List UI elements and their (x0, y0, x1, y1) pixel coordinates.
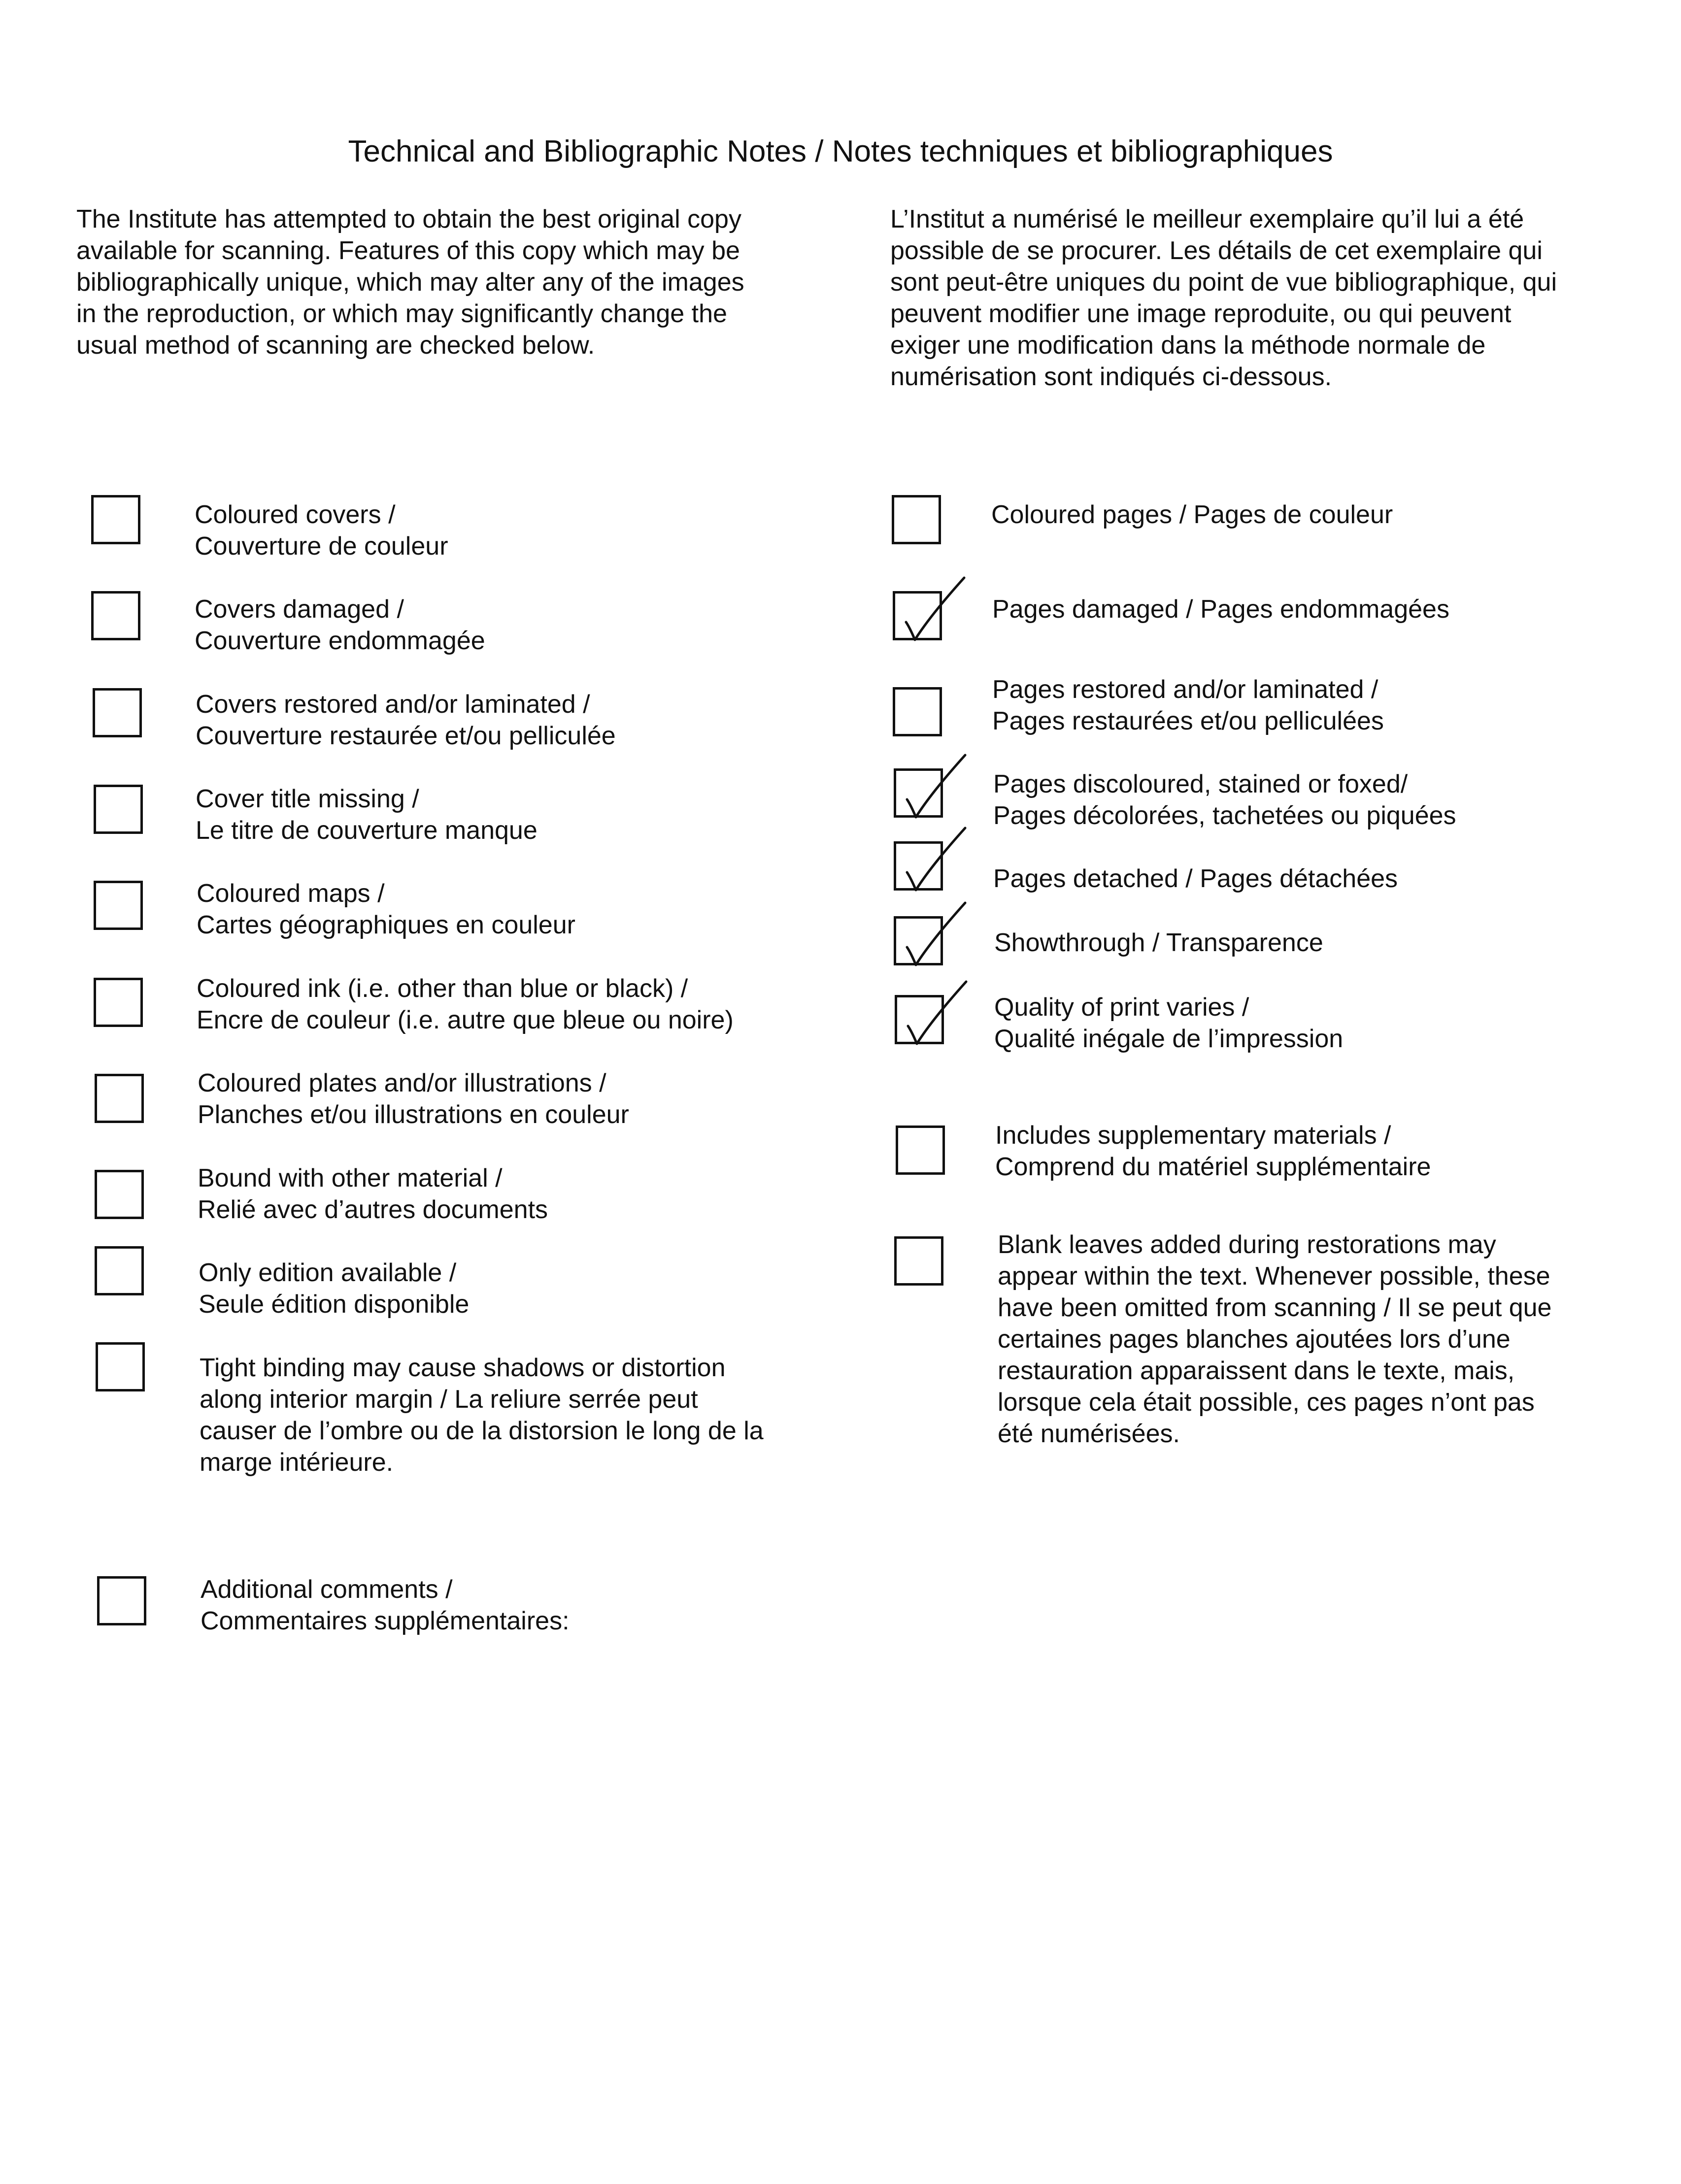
label-line: Only edition available / (199, 1258, 457, 1287)
label-line: Covers damaged / (195, 595, 404, 624)
checkbox[interactable] (892, 495, 941, 544)
intro-line: L’Institut a numérisé le meilleur exemplaire qu’il lui a été (890, 205, 1524, 233)
checkbox[interactable] (95, 1170, 144, 1219)
label-line: Coloured covers / (195, 500, 396, 529)
checkmark-icon (897, 981, 981, 1055)
label-line: Cover title missing / (196, 785, 419, 813)
checklist-label (994, 927, 1323, 959)
checklist-label (198, 1067, 629, 1130)
checklist-label (993, 863, 1398, 894)
label-line: Comprend du matériel supplémentaire (995, 1153, 1431, 1181)
intro-line: peuvent modifier une image reproduite, ou qui peuvent (890, 299, 1512, 328)
label-line: Pages restored and/or laminated / (992, 675, 1378, 704)
label-line: along interior margin / La reliure serrée peut (200, 1385, 698, 1414)
checkbox[interactable] (94, 881, 143, 930)
label-line: appear within the text. Whenever possible, these (998, 1262, 1550, 1291)
label-line: lorsque cela était possible, ces pages n’ont pas (998, 1388, 1535, 1417)
checkbox[interactable] (896, 1125, 945, 1175)
checklist-label (994, 992, 1343, 1055)
checklist-label (992, 594, 1449, 625)
label-line: restauration apparaissent dans le texte, mais, (998, 1357, 1515, 1385)
label-line: certaines pages blanches ajoutées lors d’une (998, 1325, 1511, 1354)
label-line: Couverture endommagée (195, 627, 485, 655)
checklist-label (196, 689, 616, 752)
label-line: Additional comments / (201, 1575, 453, 1604)
checklist-label (998, 1229, 1551, 1450)
label-line: Blank leaves added during restorations may (998, 1230, 1496, 1259)
label-line: été numérisées. (998, 1420, 1180, 1448)
checkbox[interactable] (95, 1074, 144, 1123)
intro-line: exiger une modification dans la méthode normale de (890, 331, 1486, 360)
checkbox[interactable] (894, 1236, 943, 1286)
checklist-label (993, 768, 1456, 831)
intro-english (76, 203, 744, 361)
label-line: Coloured ink (i.e. other than blue or black) / (197, 974, 688, 1003)
intro-french (890, 203, 1557, 393)
checked-checkbox[interactable] (894, 916, 943, 965)
checklist-label (198, 1162, 548, 1225)
checklist-label (195, 594, 485, 657)
label-line: Coloured plates and/or illustrations / (198, 1069, 606, 1097)
label-line: Coloured pages / Pages de couleur (991, 500, 1393, 529)
intro-line: usual method of scanning are checked below. (76, 331, 595, 360)
label-line: Showthrough / Transparence (994, 928, 1323, 957)
intro-line: possible de se procurer. Les détails de cet exemplaire qui (890, 236, 1543, 265)
label-line: Pages restaurées et/ou pelliculées (992, 707, 1384, 735)
checked-checkbox[interactable] (893, 591, 942, 640)
checklist-label (199, 1257, 469, 1320)
label-line: Couverture restaurée et/ou pelliculée (196, 722, 616, 750)
checked-checkbox[interactable] (895, 995, 944, 1044)
label-line: Cartes géographiques en couleur (197, 911, 575, 939)
intro-line: available for scanning. Features of this copy which may be (76, 236, 740, 265)
label-line: Includes supplementary materials / (995, 1121, 1391, 1150)
checklist-label (201, 1574, 570, 1637)
checklist-label (197, 973, 734, 1036)
checkmark-icon (896, 902, 980, 976)
label-line: Le titre de couverture manque (196, 816, 538, 845)
label-line: Tight binding may cause shadows or distortion (200, 1354, 726, 1382)
checklist-label (995, 1120, 1431, 1183)
checkbox[interactable] (95, 1246, 144, 1295)
checkbox[interactable] (94, 978, 143, 1027)
checkbox[interactable] (96, 1342, 145, 1391)
intro-line: numérisation sont indiqués ci-dessous. (890, 363, 1332, 391)
checkmark-icon (896, 827, 980, 901)
intro-line: The Institute has attempted to obtain the best original copy (76, 205, 741, 233)
checklist-label (195, 499, 448, 562)
label-line: Couverture de couleur (195, 532, 448, 561)
checkbox[interactable] (97, 1576, 146, 1625)
label-line: Seule édition disponible (199, 1290, 470, 1319)
label-line: Commentaires supplémentaires: (201, 1607, 570, 1635)
label-line: Qualité inégale de l’impression (994, 1025, 1344, 1053)
checkbox[interactable] (91, 591, 140, 640)
checkbox[interactable] (93, 688, 142, 737)
intro-line: sont peut-être uniques du point de vue bibliographique, qui (890, 268, 1557, 297)
checkbox[interactable] (94, 785, 143, 834)
label-line: Planches et/ou illustrations en couleur (198, 1100, 629, 1129)
label-line: causer de l’ombre ou de la distorsion le long de la (200, 1417, 764, 1445)
label-line: Pages décolorées, tachetées ou piquées (993, 801, 1456, 830)
checkmark-icon (896, 754, 980, 828)
label-line: Pages discoloured, stained or foxed/ (993, 770, 1408, 798)
checklist-label (991, 499, 1393, 530)
label-line: Encre de couleur (i.e. autre que bleue ou noire) (197, 1006, 734, 1034)
checked-checkbox[interactable] (894, 841, 943, 891)
label-line: Bound with other material / (198, 1164, 503, 1192)
label-line: Coloured maps / (197, 879, 385, 908)
checked-checkbox[interactable] (894, 768, 943, 818)
label-line: have been omitted from scanning / Il se peut que (998, 1293, 1552, 1322)
label-line: Pages detached / Pages détachées (993, 864, 1398, 893)
label-line: Relié avec d’autres documents (198, 1195, 548, 1224)
intro-line: in the reproduction, or which may significantly change the (76, 299, 727, 328)
checklist-label (197, 878, 575, 941)
label-line: marge intérieure. (200, 1448, 394, 1477)
checkmark-icon (895, 577, 979, 651)
checklist-label (200, 1352, 764, 1478)
checklist-label (196, 783, 538, 846)
checkbox[interactable] (893, 687, 942, 736)
checklist-label (992, 674, 1384, 737)
label-line: Covers restored and/or laminated / (196, 690, 590, 719)
label-line: Pages damaged / Pages endommagées (992, 595, 1449, 624)
intro-line: bibliographically unique, which may alter any of the images (76, 268, 744, 297)
page-title: Technical and Bibliographic Notes / Notes techniques et bibliographiques (348, 134, 1333, 168)
checkbox[interactable] (91, 495, 140, 544)
label-line: Quality of print varies / (994, 993, 1249, 1022)
